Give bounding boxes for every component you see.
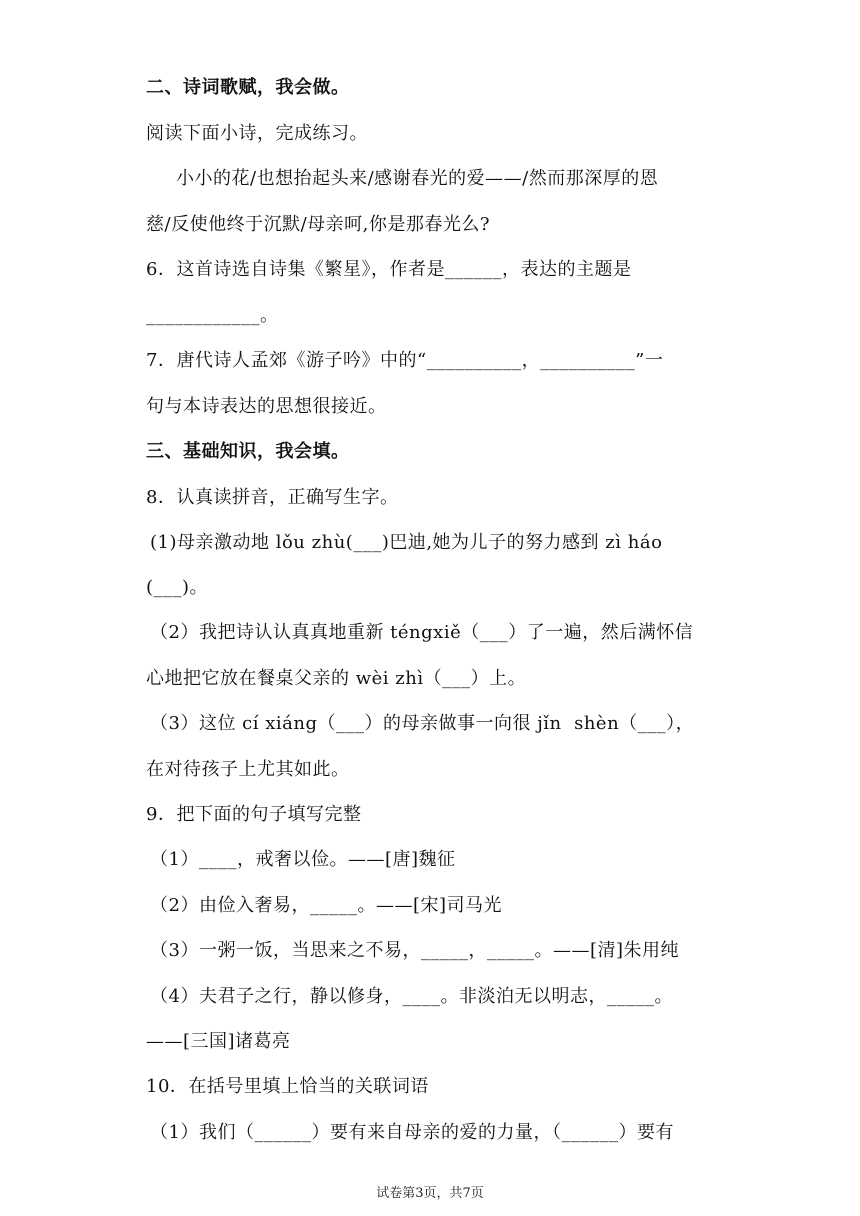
question-6-line-1: 6．这首诗选自诗集《繁星》，作者是______，表达的主题是: [146, 259, 632, 280]
question-8-item-2-line-1: （2）我把诗认认真真地重新 téngxiě（___）了一遍，然后满怀信: [150, 622, 694, 643]
question-9-item-4-line-1: （4）夫君子之行，静以修身，____。非淡泊无以明志，_____。: [150, 986, 673, 1007]
question-10-item-1-line-1: （1）我们（______）要有来自母亲的爱的力量，（______）要有: [150, 1122, 674, 1143]
question-9-item-1: （1）____，戒奢以俭。——[唐]魏征: [150, 849, 456, 870]
question-10-title: 10．在括号里填上恰当的关联词语: [146, 1076, 429, 1097]
question-8-title: 8．认真读拼音，正确写生字。: [146, 487, 399, 508]
question-9-item-4-line-2: ——[三国]诸葛亮: [146, 1031, 291, 1052]
question-9-title: 9．把下面的句子填写完整: [146, 804, 362, 825]
section-heading-poetry: 二、诗词歌赋，我会做。: [146, 77, 350, 98]
section-heading-basics: 三、基础知识，我会填。: [146, 441, 350, 462]
instruction-text: 阅读下面小诗，完成练习。: [146, 123, 368, 144]
question-8-item-1-line-1: (1)母亲激动地 lǒu zhù(___)巴迪,她为儿子的努力感到 zì háo: [150, 532, 663, 553]
question-8-item-2-line-2: 心地把它放在餐桌父亲的 wèi zhì（___）上。: [146, 668, 527, 689]
question-8-item-1-line-2: (___)。: [146, 577, 209, 598]
poem-line-1: 小小的花/也想抬起头来/感谢春光的爱——/然而那深厚的恩: [176, 168, 659, 189]
poem-line-2: 慈/反使他终于沉默/母亲呵,你是那春光么?: [146, 214, 490, 235]
question-6-line-2: ____________。: [146, 305, 279, 326]
page-footer: 试卷第3页，共7页: [376, 1186, 484, 1201]
question-7-line-2: 句与本诗表达的思想很接近。: [146, 396, 387, 417]
question-8-item-3-line-1: （3）这位 cí xiáng（___）的母亲做事一向很 jǐn shèn（___），: [150, 713, 695, 734]
question-9-item-3: （3）一粥一饭，当思来之不易，_____，_____。——[清]朱用纯: [150, 940, 679, 961]
question-8-item-3-line-2: 在对待孩子上尤其如此。: [146, 759, 350, 780]
question-9-item-2: （2）由俭入奢易，_____。——[宋]司马光: [150, 895, 502, 916]
question-7-line-1: 7．唐代诗人孟郊《游子吟》中的“__________，__________”一: [146, 350, 664, 371]
